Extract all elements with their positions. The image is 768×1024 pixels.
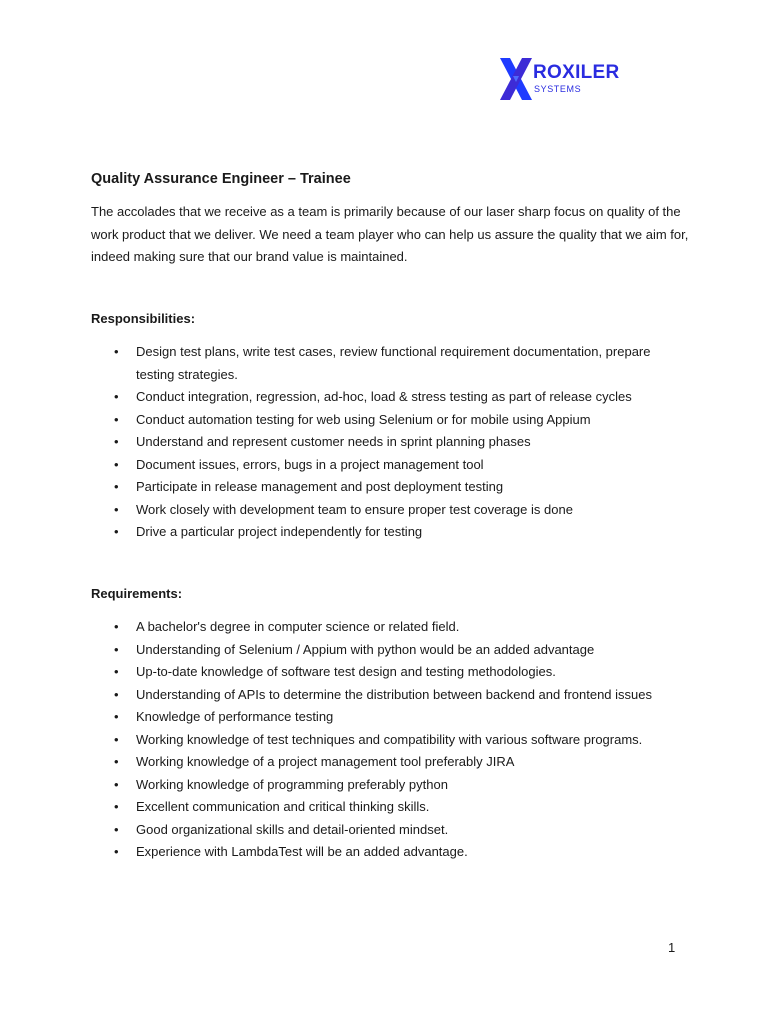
responsibilities-heading: Responsibilities: [91,310,196,326]
requirements-heading: Requirements: [91,585,183,601]
list-item-text: Working knowledge of test techniques and compatibility with various software programs. [136,731,643,747]
list-item [91,476,691,499]
list-item [91,774,691,797]
list-item [91,386,691,409]
document-title: Quality Assurance Engineer – Trainee [91,171,351,187]
list-item-text: Document issues, errors, bugs in a project management tool [136,456,484,472]
bullet-icon: • [114,524,119,539]
list-item-text: Understand and represent customer needs in sprint planning phases [136,434,531,449]
list-item [91,841,691,864]
page-number: 1 [668,940,676,955]
bullet-icon: • [114,754,119,769]
list-item [91,819,691,842]
document-body [91,168,691,864]
responsibilities-list [91,341,691,544]
bullet-icon: • [114,821,119,837]
list-item-text: A bachelor's degree in computer science or related field. [136,619,460,634]
list-item-text: Up-to-date knowledge of software test design and testing methodologies. [136,664,556,679]
bullet-icon: • [114,641,119,657]
list-item-text: Design test plans, write test cases, review functional requirement documentation, prepare testing strategies. [136,344,651,382]
list-item [91,454,691,477]
list-item [91,616,691,639]
list-item [91,639,691,662]
bullet-icon: • [114,619,119,634]
bullet-icon: • [114,501,119,517]
bullet-icon: • [114,709,119,724]
list-item [91,684,691,707]
bullet-icon: • [114,799,119,814]
list-item-text: Understanding of APIs to determine the distribution between backend and frontend issues [136,686,652,702]
bullet-icon: • [114,731,119,747]
list-item [91,661,691,684]
list-item-text: Drive a particular project independently for testing [136,524,423,539]
logo-wordmark: ROXILER [533,62,620,83]
bullet-icon: • [114,344,119,359]
intro-paragraph: The accolades that we receive as a team is primarily because of our laser sharp focus on quality of the work product that we deliver. We need a team player who can help us assure the quality that we aim for, indeed making sure that our brand value is maintained. [91,204,689,264]
bullet-icon: • [114,389,119,404]
list-item [91,341,691,386]
list-item-text: Participate in release management and post deployment testing [136,479,504,494]
bullet-icon: • [114,776,119,792]
bullet-icon: • [114,686,119,702]
list-item [91,706,691,729]
list-item-text: Conduct automation testing for web using Selenium or for mobile using Appium [136,411,591,427]
list-item [91,796,691,819]
bullet-icon: • [114,844,119,859]
list-item [91,729,691,752]
list-item [91,521,691,544]
list-item [91,409,691,432]
list-item-text: Understanding of Selenium / Appium with python would be an added advantage [136,641,595,657]
bullet-icon: • [114,479,119,494]
list-item [91,751,691,774]
bullet-icon: • [114,456,119,472]
logo-subtitle: SYSTEMS [534,84,582,94]
list-item-text: Work closely with development team to ensure proper test coverage is done [136,501,573,517]
list-item-text: Experience with LambdaTest will be an added advantage. [136,844,468,859]
list-item-text: Knowledge of performance testing [136,709,334,724]
requirements-list [91,616,691,864]
logo-x-icon [500,56,532,102]
bullet-icon: • [114,664,119,679]
list-item-text: Conduct integration, regression, ad-hoc, load & stress testing as part of release cycles [136,389,632,404]
list-item [91,431,691,454]
company-logo [500,56,660,106]
list-item-text: Working knowledge of a project management tool preferably JIRA [136,754,515,769]
list-item-text: Excellent communication and critical thinking skills. [136,799,430,814]
bullet-icon: • [114,434,119,449]
bullet-icon: • [114,411,119,427]
list-item-text: Good organizational skills and detail-oriented mindset. [136,821,449,837]
list-item-text: Working knowledge of programming preferably python [136,776,448,792]
list-item [91,499,691,522]
